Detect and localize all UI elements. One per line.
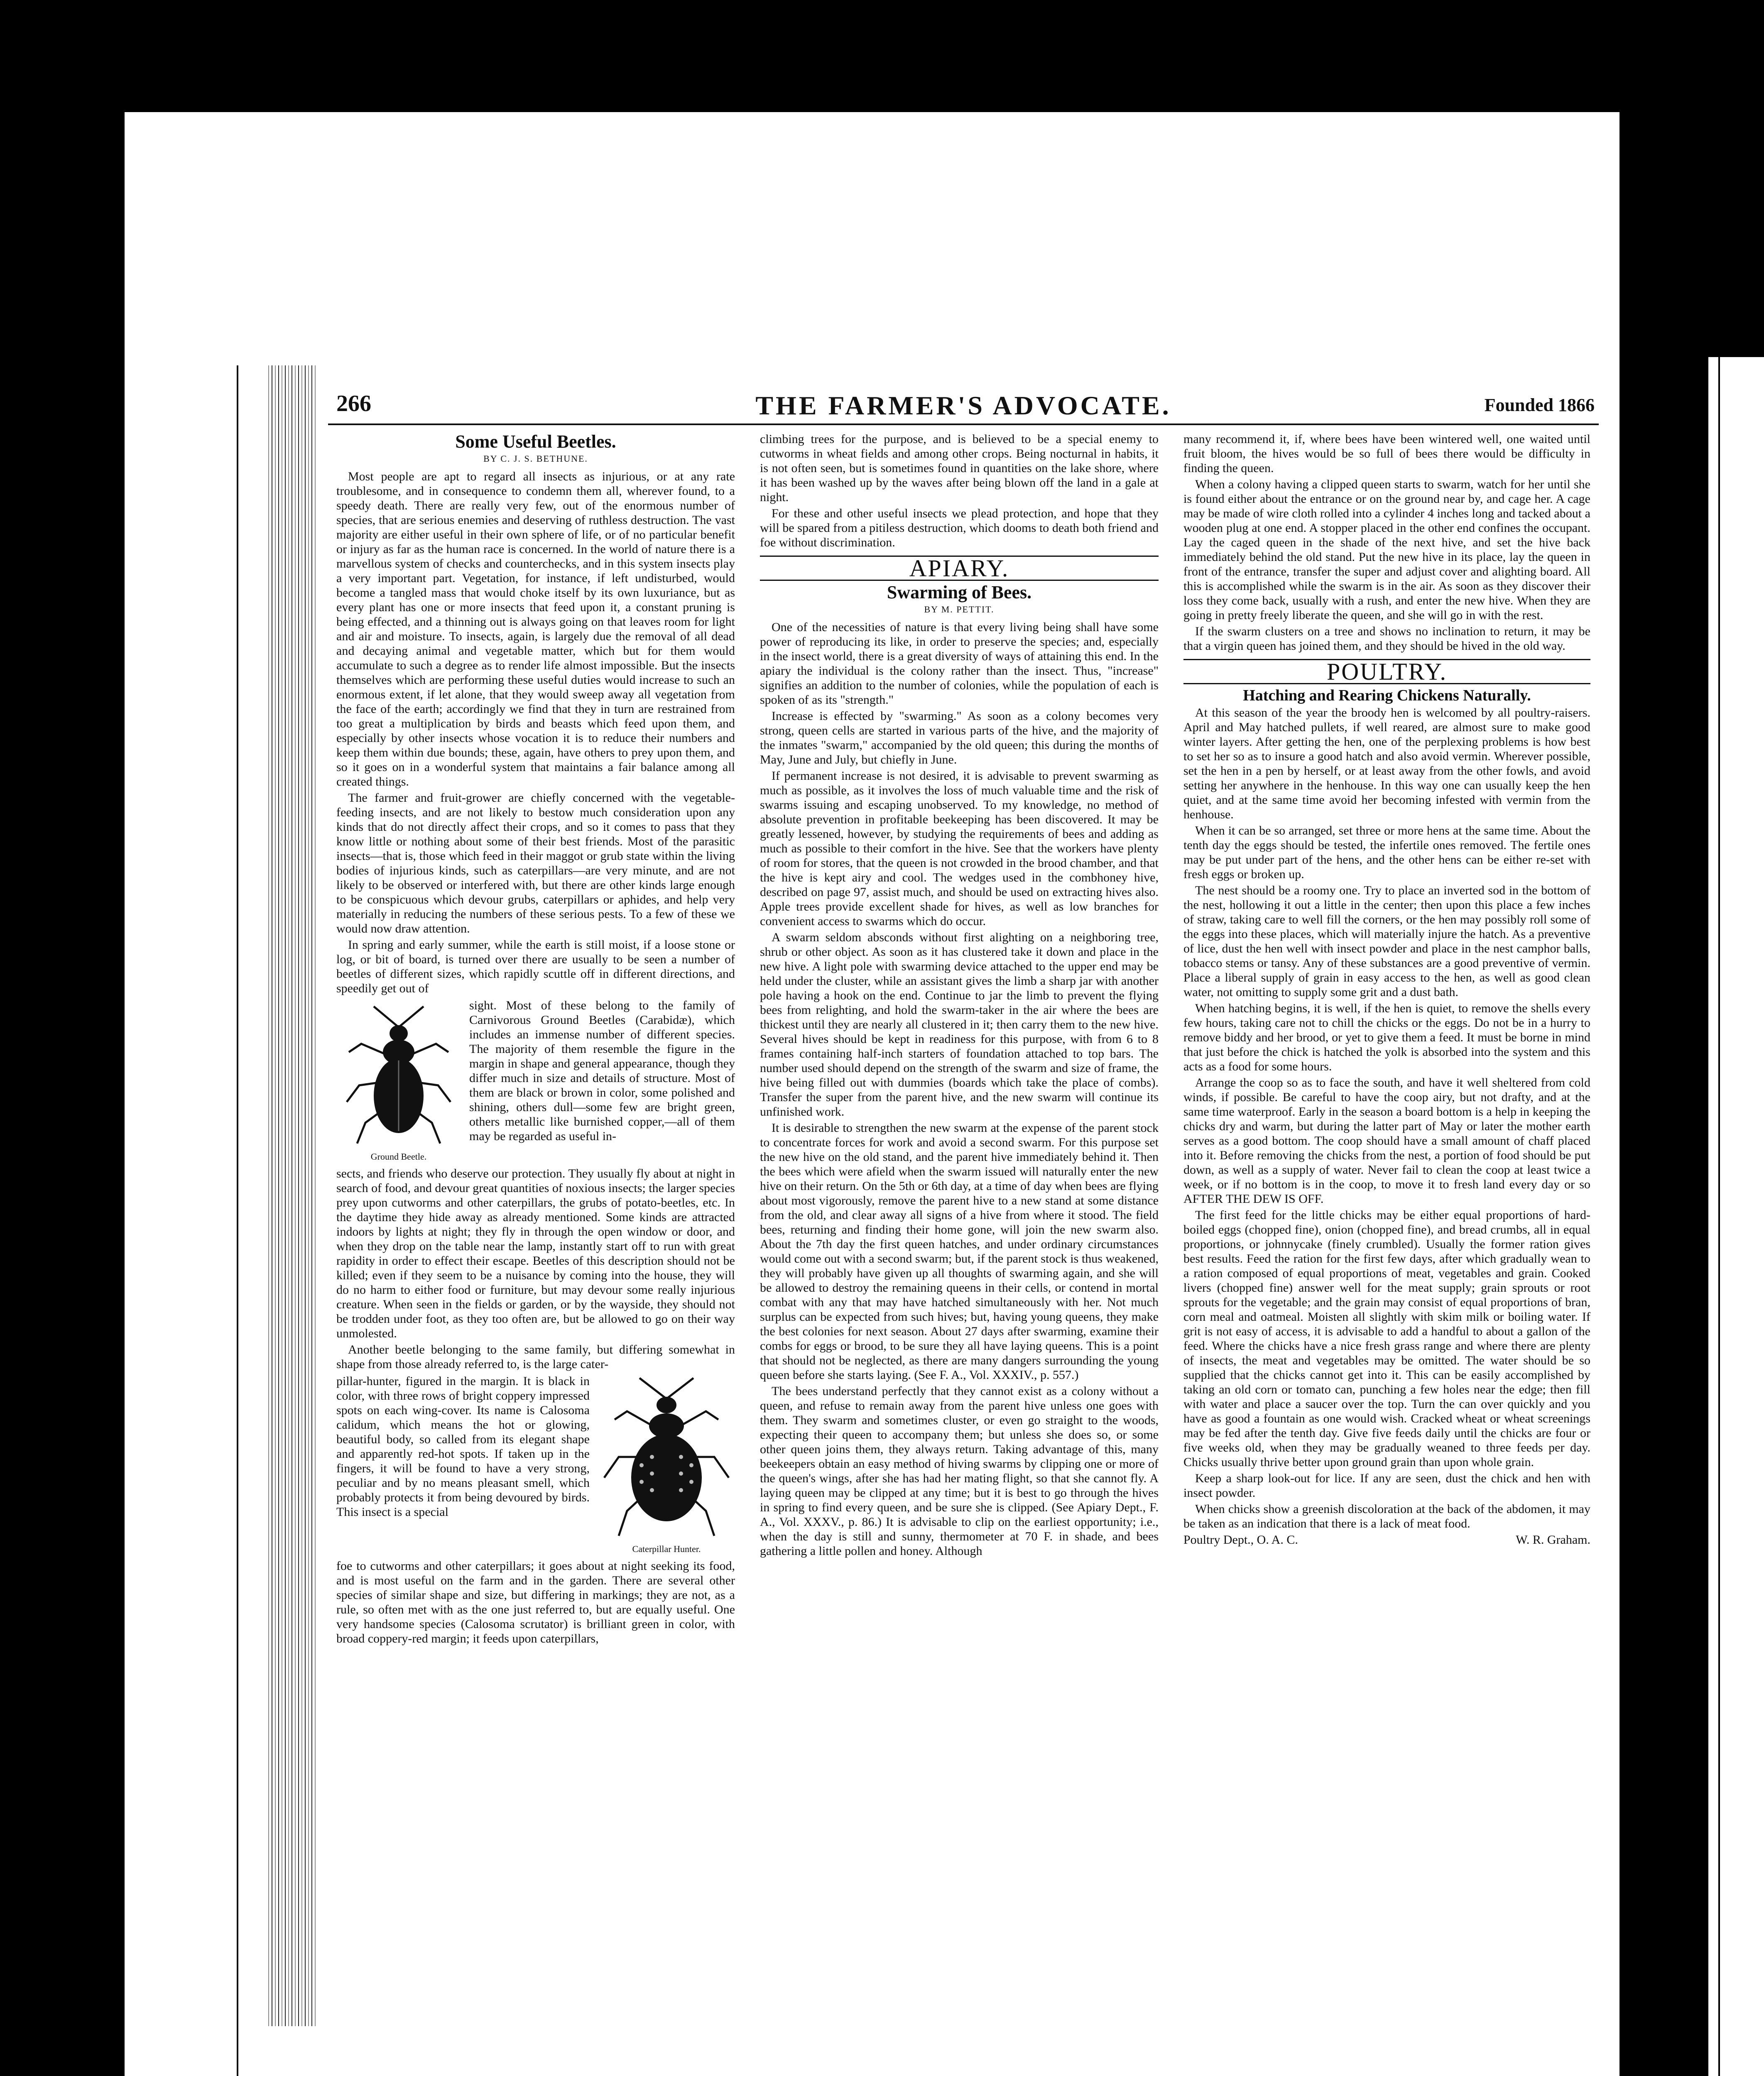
caterpillar-hunter-icon <box>598 1374 735 1540</box>
paragraph: Arrange the coop so as to face the south, and have it well sheltered from cold winds, if possible. Be careful to have the coop airy, but not drafty, and at the same time waterproof. Early in the season a board bottom is a help in keeping the chicks dry and warm, but during the latter part of May or later the mother earth serves as a good bottom. The coop should have a small amount of chaff placed into it. Before removing the chicks from the nest, a portion of food should be put down, as well as a supply of water. Never fail to clean the coop at least twice a week, or if no bottom is in the coop, to move it to fresh land every day or so AFTER THE DEW IS OFF. <box>1183 1076 1590 1206</box>
department-heading-poultry: POULTRY. <box>1183 659 1590 684</box>
caterpillar-hunter-figure <box>598 1374 735 1556</box>
paragraph: When a colony having a clipped queen starts to swarm, watch for her until she is found either about the entrance or on the ground near by, and cage her. A cage may be made of wire cloth rolled into a cylinder 4 inches long and tacked about a wooden plug at one end. A stopper placed in the other end confines the occupant. Lay the caged queen in the shade of the next hive, and set the hive back immediately behind the old stand. Put the new hive in its place, lay the queen in front of the entrance, transfer the super and adjust cover and alighting board. All this is accomplished while the swarm is in the air. As soon as they discover their loss they come back, usually with a rush, and enter the new hive. When they are going in pretty freely liberate the queen, and she will go in with the rest. <box>1183 477 1590 622</box>
paragraph: It is desirable to strengthen the new swarm at the expense of the parent stock to concentrate forces for work and avoid a second swarm. For this purpose set the new hive on the old stand, and the parent hive immediately behind it. Then the bees which were afield when the swarm issued will naturally enter the new hive on their return. On the 5th or 6th day, at a time of day when bees are flying about most vigorously, remove the parent hive to a new stand at some distance from the old, and clear away all signs of a hive from where it stood. The field bees, returning and finding their home gone, will join the new swarm also. About the 7th day the first queen hatches, and under ordinary circumstances would come out with a second swarm; but, if the parent stock is thus weakened, they will probably have given up all thoughts of swarming again, and she will be allowed to destroy the remaining queens in their cells, or contend in mortal combat with any that may have hatched simultaneously with her. Not much surplus can be expected from such hives; but, having young queens, they make the best colonies for next season. About 27 days after swarming, examine their combs for eggs or brood, to be sure they all have laying queens. This is a point that should not be neglected, as there are many dangers surrounding the young queen before she starts laying. (See F. A., Vol. XXXIV., p. 557.) <box>760 1121 1159 1382</box>
article-title-chickens: Hatching and Rearing Chickens Naturally. <box>1243 687 1531 704</box>
page-header <box>328 390 1599 425</box>
ground-beetle-figure-row <box>336 998 735 1164</box>
binding-edge <box>237 365 238 2076</box>
wrapped-text: pillar-hunter, figured in the margin. It is black in color, with three rows of bright coppery impressed spots on each wing-cover. Its name is Calosoma calidum, which means the hot or glowing, beautiful body, so called from its elegant shape and apparently red-hot spots. If taken up in the fingers, it will be found to have a very strong, peculiar and by no means pleasant smell, which probably protects it from being devoured by birds. This insect is a special <box>336 1374 590 1519</box>
paragraph: Most people are apt to regard all insects as injurious, or at any rate troublesome, and in consequence to condemn them all, wherever found, to a speedy death. There are really very few, out of the enormous number of species, that are serious enemies and deserving of ruthless destruction. The vast majority are either useful in their own sphere of life, or of no particular benefit or injury as far as the human race is concerned. In the world of nature there is a marvellous system of checks and counterchecks, and in this system insects play a very important part. Vegetation, for instance, if left undisturbed, would become a tangled mass that would choke itself by its own luxuriance, but as every plant has one or more insects that feed upon it, a constant pruning is being effected, and a thinning out is always going on that leaves room for light and air and moisture. To insects, again, is largely due the removal of all dead and decaying animal and vegetable matter, which but for them would accumulate to such a degree as to render life almost impossible. But the insects themselves which are performing these useful duties would increase to such an enormous extent, if let alone, that they would sweep away all vegetation from the face of the earth; accordingly we find that they in turn are restrained from too great a multiplication by birds and beasts which feed upon them, and especially by other insects whose vocation it is to reduce their numbers and keep them within due bounds; these, again, have others to prey upon them, and so it goes on in a wonderful system that maintains a fair balance among all created things. <box>336 470 735 788</box>
byline-swarming: BY M. PETTIT. <box>924 604 995 614</box>
signature-dept: Poultry Dept., O. A. C. <box>1183 1533 1298 1547</box>
paragraph: climbing trees for the purpose, and is believed to be a special enemy to cutworms in wheat fields and among other crops. Being nocturnal in habits, it is not often seen, but is sometimes found in quantities on the lake shore, where it has been washed up by the waves after being blown off the land in a gale at night. <box>760 432 1159 504</box>
paragraph: The bees understand perfectly that they cannot exist as a colony without a queen, and refuse to remain away from the parent hive unless one goes with them. They swarm and sometimes cluster, or even go straight to the woods, expecting their queen to accompany them; but unless she does so, or some other queen joins them, they always return. Taking advantage of this, many beekeepers obtain an easy method of hiving swarms by clipping one or more of the queen's wings, after she has had her mating flight, so that she cannot fly. A laying queen may be clipped at any time; but it is best to go through the hives in spring to find every queen, and be sure she is clipped. (See Apiary Dept., F. A., Vol. XXXV., p. 86.) It is advisable to clip on the earliest opportunity; i.e., when the day is still and sunny, thermometer at 70 F. in shade, and bees gathering a little pollen and honey. Although <box>760 1384 1159 1558</box>
paragraph: One of the necessities of nature is that every living being shall have some power of reproducing its like, in order to preserve the species; and, especially in the insect world, there is a great diversity of ways of attaining this end. In the apiary the individual is the colony rather than the insect. Thus, "increase" signifies an addition to the number of colonies, while the population of each is spoken of as its "strength." <box>760 620 1159 707</box>
column-1 <box>336 432 735 2076</box>
paragraph: When hatching begins, it is well, if the hen is quiet, to remove the shells every few hours, taking care not to chill the chicks or the eggs. Do not be in a hurry to remove biddy and her brood, or yet to give them a feed. It must be borne in mind that just before the chick is hatched the yolk is absorbed into the system and this acts as a food for some hours. <box>1183 1001 1590 1073</box>
ground-beetle-caption: Ground Beetle. <box>370 1151 427 1162</box>
department-heading-apiary: APIARY. <box>760 556 1159 581</box>
paragraph: The first feed for the little chicks may be either equal proportions of hard-boiled eggs (chopped fine), onion (chopped fine), and bread crumbs, all in equal proportions, or johnnycake (finely crumbled). Usually the former ration gives best results. Feed the ration for the first few days, after which gradually wean to a ration composed of equal proportions of meat, vegetables and grain. Cooked livers (chopped fine) answer well for the meat supply; grain sprouts or root sprouts for the vegetable; and the grain may consist of equal proportions of bran, corn meal and oatmeal. Moisten all slightly with skim milk or boiling water. If grit is not easy of access, it is advisable to add a handful to about a gallon of the feed. Where the chicks have a nice fresh grass range and where there are plenty of insects, the meat and vegetables may be omitted. The water should be so supplied that the chicks cannot get into it. This can be easily accomplished by taking an old corn or tomato can, punching a few holes near the edge; then fill with water and place a saucer over the top. Turn the can over quickly and you have as good a fountain as one would wish. Cracked wheat or wheat screenings may be fed after the tenth day. Give five feeds daily until the chicks are four or five weeks old, when they may be gradually weaned to three feeds per day. Chicks usually thrive better upon ground grain than upon whole grain. <box>1183 1208 1590 1469</box>
paragraph: If the swarm clusters on a tree and shows no inclination to return, it may be that a virgin queen has joined them, and they should be hived in the old way. <box>1183 624 1590 653</box>
paragraph: many recommend it, if, where bees have been wintered well, one waited until fruit bloom, the hives would be so full of bees there would be difficulty in finding the queen. <box>1183 432 1590 475</box>
caterpillar-hunter-figure-row <box>336 1374 735 1556</box>
paragraph: In spring and early summer, while the earth is still moist, if a loose stone or log, or bit of board, is turned over there are usually to be seen a number of beetles of different sizes, which rapidly scuttle off in different directions, and speedily get out of <box>336 938 735 995</box>
wrapped-text: sight. Most of these belong to the family of Carnivorous Ground Beetles (Carabidæ), which includes an immense number of different species. The majority of them resemble the figure in the margin in shape and general appearance, though they differ much in size and details of structure. Most of them are black or brown in color, some polished and shining, others dull—some few are bright green, others metallic like burnished copper,—all of them may be regarded as useful in- <box>469 999 735 1143</box>
signature-name: W. R. Graham. <box>1516 1533 1590 1547</box>
paragraph: foe to cutworms and other caterpillars; it goes about at night seeking its food, and is most useful on the farm and in the garden. There are several other species of similar shape and size, but differing in markings; they are not, as a rule, so often met with as the one just referred to, but are equally useful. One very handsome species (Calosoma scrutator) is brilliant green in color, with broad coppery-red margin; it feeds upon caterpillars, <box>336 1559 735 1645</box>
facing-page-edge <box>1706 357 1764 2076</box>
paragraph: For these and other useful insects we plead protection, and hope that they will be spared from a pitiless destruction, which dooms to death both friend and foe without discrimination. <box>760 507 1159 549</box>
paragraph: When chicks show a greenish discoloration at the back of the abdomen, it may be taken as an indication that there is a lack of meat food. <box>1183 1502 1590 1530</box>
ground-beetle-figure <box>336 998 461 1164</box>
paragraph: At this season of the year the broody hen is welcomed by all poultry-raisers. April and May hatched pullets, if well reared, are almost sure to make good winter layers. After getting the hen, one of the perplexing problems is how best to set her so as to insure a good hatch and also avoid vermin. Wherever possible, set the hen in a pen by herself, or at least away from the other fowls, and avoid setting her anywhere in the henhouse. In this way one can usually keep the hen quiet, and at the same time avoid her becoming infested with vermin from the henhouse. <box>1183 706 1590 821</box>
byline-beetles: BY C. J. S. BETHUNE. <box>483 453 588 464</box>
ground-beetle-icon <box>336 998 461 1148</box>
paragraph: Increase is effected by "swarming." As soon as a colony becomes very strong, queen cells are started in various parts of the hive, and the majority of the inmates "swarm," accompanied by the old queen; this during the months of May, June and July, but chiefly in June. <box>760 709 1159 766</box>
founded-line: Founded 1866 <box>1484 395 1595 415</box>
newspaper-page <box>328 374 1599 2076</box>
paragraph: Another beetle belonging to the same family, but differing somewhat in shape from those already referred to, is the large cater- <box>336 1343 735 1371</box>
paragraph: The farmer and fruit-grower are chiefly concerned with the vegetable-feeding insects, and are not likely to bestow much consideration upon any kinds that do not directly affect their crops, and so it comes to pass that they know little or nothing about some of their best friends. Most of the parasitic insects—that is, those which feed in their maggot or grub state within the living bodies of injurious kinds, such as caterpillars—are very minute, and are not likely to be observed or interfered with, but there are other kinds large enough to be conspicuous which devour grubs, caterpillars or aphides, and help very materially in reducing the numbers of these serious pests. To a few of these we would now draw attention. <box>336 791 735 935</box>
paragraph: The nest should be a roomy one. Try to place an inverted sod in the bottom of the nest, hollowing it out a little in the center; then upon this place a few inches of straw, taking care to well fill the corners, or the hen may possibly roll some of the eggs into these places, which will materially injure the hatch. As a preventive of lice, dust the hen well with insect powder and place in the nest camphor balls, tobacco stems or tansy. Any of these substances are a good preventive of vermin. Place a liberal supply of grain in easy access to the hen, as well as good clean water, not omitting to supply some grit and a dust bath. <box>1183 884 1590 999</box>
signature-line <box>1183 1533 1590 1547</box>
column-3 <box>1183 432 1590 2076</box>
column-2 <box>760 432 1159 2076</box>
caterpillar-hunter-caption: Caterpillar Hunter. <box>632 1544 701 1554</box>
article-title-beetles: Some Useful Beetles. <box>455 431 616 452</box>
paragraph: If permanent increase is not desired, it is advisable to prevent swarming as much as possible, as it involves the loss of much valuable time and the risk of swarms issuing and escaping unobserved. To my knowledge, no method of absolute prevention in profitable beekeeping has been discovered. It may be greatly lessened, however, by studying the requirements of bees and adding as much as possible to their comfort in the hive. See that the workers have plenty of room for stores, that the queen is not crowded in the brood chamber, and that the hive is kept airy and cool. The wedges used in the combhoney hive, described on page 97, assist much, and should be used on extracting hives also. Apple trees provide excellent shade for hives, as well as low branches for convenient access to swarms which do occur. <box>760 769 1159 928</box>
paragraph: sects, and friends who deserve our protection. They usually fly about at night in search of food, and devour great quantities of noxious insects; the larger species prey upon cutworms and other caterpillars, the grubs of potato-beetles, etc. In the daytime they hide away as already mentioned. Some kinds are attracted indoors by lights at night; they fly in through the open window or door, and when they drop on the table near the lamp, instantly start off to run with great rapidity in order to effect their escape. Beetles of this description should not be killed; even if they seem to be a nuisance by coming into the house, they will do no harm to either food or furniture, but may devour some really injurious creature. When seen in the fields or garden, or by the wayside, they should not be trodden under foot, as they too often are, but be allowed to go on their way unmolested. <box>336 1167 735 1340</box>
page-edges <box>266 365 316 2026</box>
paragraph: When it can be so arranged, set three or more hens at the same time. About the tenth day the eggs should be tested, the infertile ones removed. The fertile ones may be put under part of the hens, and the other hens can be either re-set with fresh eggs or broken up. <box>1183 824 1590 881</box>
paragraph: Keep a sharp look-out for lice. If any are seen, dust the chick and hen with insect powder. <box>1183 1471 1590 1500</box>
article-title-swarming: Swarming of Bees. <box>887 582 1032 602</box>
page-number: 266 <box>336 391 371 416</box>
masthead-title: THE FARMER'S ADVOCATE. <box>755 391 1171 420</box>
paragraph: A swarm seldom absconds without first alighting on a neighboring tree, shrub or other object. As soon as it has clustered take it down and place in the new hive. A light pole with swarming device attached to the upper end may be held under the cluster, while an assistant gives the limb a sharp jar with another pole having a hook on the end. Continue to jar the limb to prevent the flying bees from relighting, and hold the swarm-taker in the air where the bees are thickest until they are nearly all clustered in it; then carry them to the new hive. Several hives should be kept in readiness for this purpose, with from 6 to 8 frames containing half-inch starters of foundation attached to top bars. The number used should depend on the strength of the swarm and size of frame, the hive being filled out with dummies (boards which take the place of combs). Transfer the super from the parent hive, and the new swarm will continue its unfinished work. <box>760 930 1159 1119</box>
